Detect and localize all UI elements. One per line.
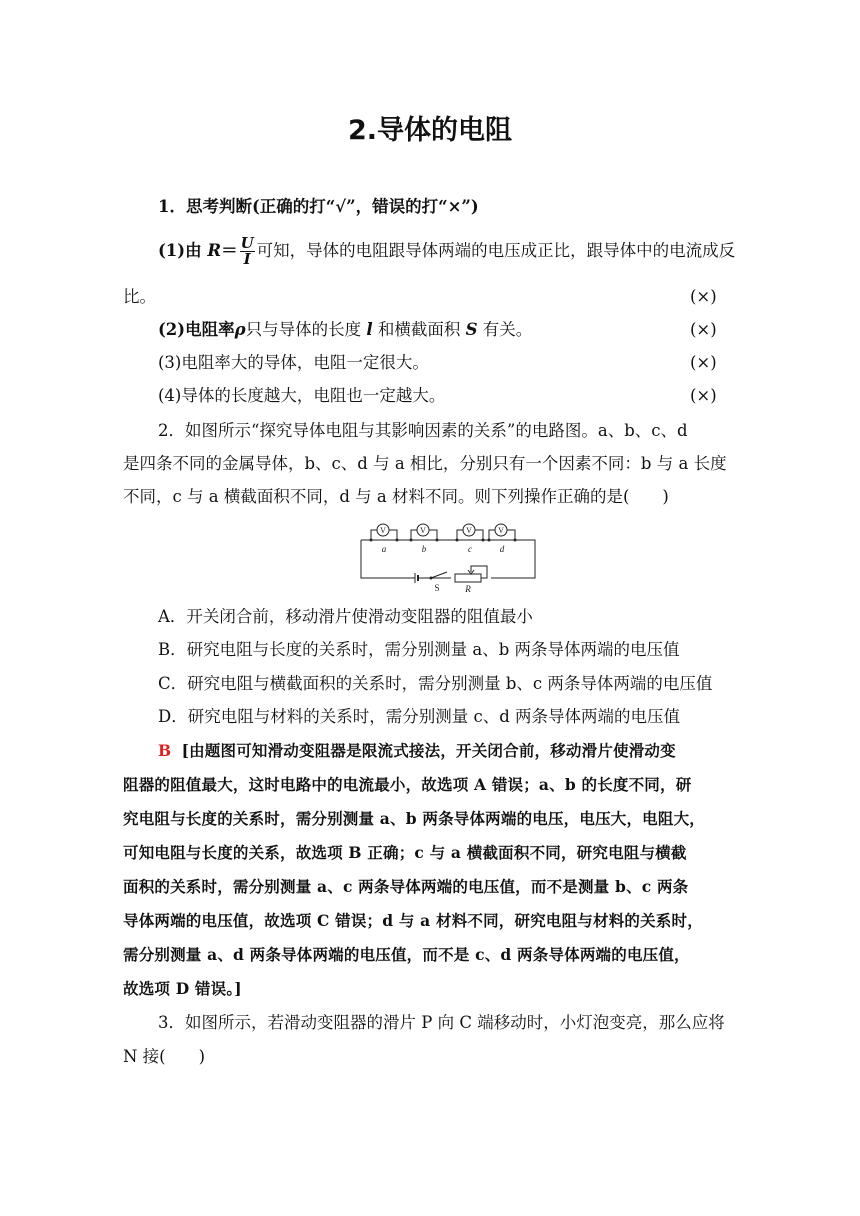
q1-item2-S: S <box>465 320 478 339</box>
q2-expl1: [由题图可知滑动变阻器是限流式接法，开关闭合前，移动滑片使滑动变 <box>181 741 676 760</box>
voltmeter-label: V <box>420 526 426 535</box>
q1-item1-mark: (×) <box>690 287 717 306</box>
q2-explanation-line4: 可知电阻与长度的关系，故选项 B 正确；c 与 a 横截面积不同，研究电阻与横截 <box>123 843 687 862</box>
q3-line1: 3．如图所示，若滑动变阻器的滑片 P 向 C 端移动时，小灯泡变亮，那么应将 <box>158 1013 725 1032</box>
q1-item2-a: (2)电阻率 <box>158 320 235 339</box>
q2-option-c: C．研究电阻与横截面积的关系时，需分别测量 b、c 两条导体两端的电压值 <box>158 674 713 693</box>
q2-explanation-line5: 面积的关系时，需分别测量 a、c 两条导体两端的电压值，而不是测量 b、c 两条 <box>123 877 689 896</box>
q2-explanation-line8: 故选项 D 错误。] <box>123 979 242 998</box>
q1-item1-prefix: (1)由 <box>158 241 208 260</box>
conductor-label-c: c <box>468 544 472 554</box>
q1-item1 <box>158 236 735 267</box>
voltmeter-label: V <box>466 526 472 535</box>
q2-explanation-line7: 需分别测量 a、d 两条导体两端的电压值，而不是 c、d 两条导体两端的电压值， <box>123 945 690 964</box>
q2-explanation-line1 <box>158 740 676 762</box>
q2-option-b: B．研究电阻与长度的关系时，需分别测量 a、b 两条导体两端的电压值 <box>158 640 680 659</box>
q2-explanation-line6: 导体两端的电压值，故选项 C 错误；d 与 a 材料不同，研究电阻与材料的关系时， <box>123 911 703 930</box>
voltmeter-label: V <box>380 526 386 535</box>
fraction-numerator: U <box>240 234 254 252</box>
q2-line1: 2．如图所示“探究导体电阻与其影响因素的关系”的电路图。a、b、c、d <box>158 421 688 440</box>
fraction-U-over-I <box>240 236 255 267</box>
q3-line2: N 接( ) <box>123 1047 206 1066</box>
q1-item2-d: 有关。 <box>477 320 533 339</box>
conductor-label-d: d <box>499 544 505 554</box>
q1-item1-R: R <box>207 241 222 260</box>
q1-item2-mark: (×) <box>690 320 717 339</box>
q1-item1-text: 可知，导体的电阻跟导体两端的电压成正比，跟导体中的电流成反 <box>256 241 736 260</box>
q2-line2: 是四条不同的金属导体，b、c、d 与 a 相比，分别只有一个因素不同：b 与 a 长度 <box>123 454 727 473</box>
q2-line3: 不同，c 与 a 横截面积不同，d 与 a 材料不同。则下列操作正确的是( ) <box>123 487 669 506</box>
q1-item3: (3)电阻率大的导体，电阻一定很大。 <box>158 353 429 372</box>
q1-item4-mark: (×) <box>690 386 717 405</box>
q1-item2-rho: ρ <box>234 320 246 339</box>
switch-label: S <box>434 583 440 593</box>
q1-heading-line <box>158 196 479 218</box>
q1-item4: (4)导体的长度越大，电阻也一定越大。 <box>158 386 446 405</box>
q1-item2-b: 只与导体的长度 <box>245 320 367 339</box>
q1-item2-l: l <box>366 320 373 339</box>
rheostat-label: R <box>465 584 471 594</box>
q2-explanation-line2: 阻器的阻值最大，这时电路中的电流最小，故选项 A 错误；a、b 的长度不同，研 <box>123 775 692 794</box>
page-title: 2.导体的电阻 <box>347 115 513 146</box>
q1-item1-cont: 比。 <box>123 287 156 306</box>
q2-answer: B <box>158 741 172 760</box>
q2-explanation-line3: 究电阻与长度的关系时，需分别测量 a、b 两条导体两端的电压，电压大，电阻大， <box>123 809 705 828</box>
circuit-diagram <box>355 518 540 594</box>
q1-heading-note: (正确的打“√”，错误的打“×”) <box>251 197 479 216</box>
voltmeter-label: V <box>498 526 504 535</box>
q1-item3-mark: (×) <box>690 353 717 372</box>
q1-item2-c: 和横截面积 <box>372 320 466 339</box>
conductor-label-a: a <box>381 544 387 554</box>
q1-item2 <box>158 319 532 341</box>
q2-option-a: A．开关闭合前，移动滑片使滑动变阻器的阻值最小 <box>158 607 533 626</box>
conductor-label-b: b <box>421 544 427 554</box>
q1-heading: 1．思考判断 <box>158 197 252 216</box>
fraction-denominator: I <box>243 250 251 268</box>
q2-option-d: D．研究电阻与材料的关系时，需分别测量 c、d 两条导体两端的电压值 <box>158 707 681 726</box>
q1-item1-eq: ＝ <box>221 241 238 260</box>
